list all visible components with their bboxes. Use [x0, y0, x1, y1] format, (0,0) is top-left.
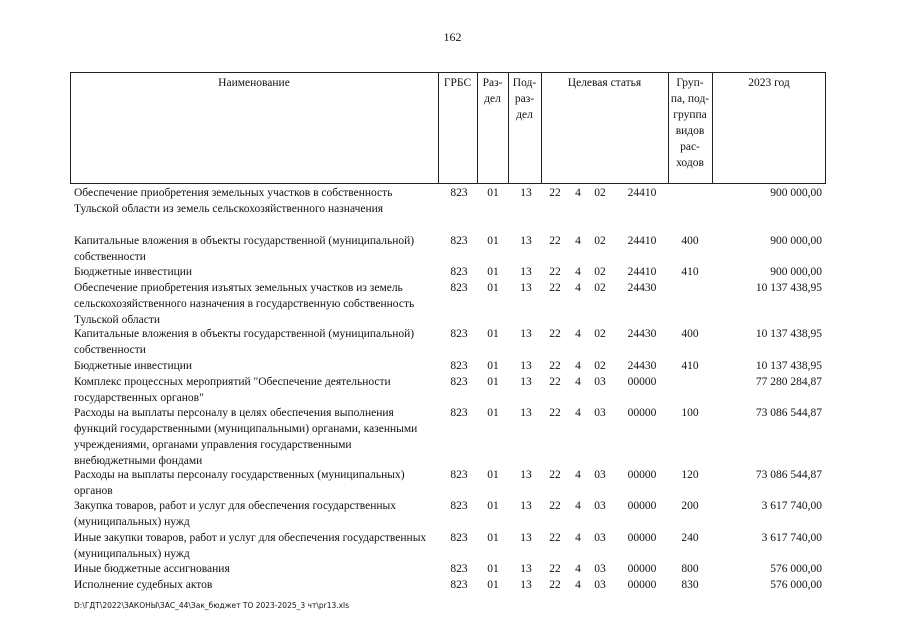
row-target-3: 02: [594, 235, 606, 247]
row-target-2: 4: [575, 360, 581, 372]
row-name: Иные бюджетные ассигнования: [74, 563, 230, 575]
row-target-4: 00000: [627, 407, 657, 419]
row-name: Бюджетные инвестиции: [74, 360, 193, 372]
row-name: Закупка товаров, работ и услуг для обеспечения государственных (муниципальных) нужд: [74, 500, 397, 528]
row-razdel: 01: [487, 360, 499, 372]
row-target-1: 22: [549, 328, 561, 340]
row-grbs: 823: [450, 532, 468, 544]
row-target-1: 22: [549, 376, 561, 388]
row-sum: 3 617 740,00: [761, 532, 822, 544]
row-sum: 77 280 284,87: [755, 376, 822, 388]
row-podrazdel: 13: [520, 360, 532, 372]
row-name: Комплекс процессных мероприятий "Обеспечение деятельности государственных органов": [74, 376, 391, 404]
row-name: Бюджетные инвестиции: [74, 266, 193, 278]
row-grbs: 823: [450, 563, 468, 575]
row-target-4: 24430: [627, 282, 657, 294]
row-sum: 73 086 544,87: [755, 407, 822, 419]
row-razdel: 01: [487, 282, 499, 294]
row-target-1: 22: [549, 407, 561, 419]
page-number: 162: [443, 30, 462, 44]
row-razdel: 01: [487, 187, 499, 199]
row-target-4: 24430: [627, 360, 657, 372]
row-group: 400: [681, 235, 699, 247]
header-podrazdel: Под- раз- дел: [512, 77, 537, 121]
row-sum: 900 000,00: [770, 266, 822, 278]
row-razdel: 01: [487, 532, 499, 544]
row-target-2: 4: [575, 579, 581, 591]
file-path-footer: D:\ГДТ\2022\ЗАКОНЫ\ЗАС_44\Зак_бюджет ТО 2023-2025_3 чт\pr13.xls: [74, 601, 350, 610]
row-podrazdel: 13: [520, 282, 532, 294]
row-name: Расходы на выплаты персоналу в целях обеспечения выполнения функций государственными (муниципальными) органами, казенными учреждениями, органами управления государственными внебюджетными фондами: [74, 407, 418, 467]
row-grbs: 823: [450, 579, 468, 591]
row-target-3: 03: [594, 532, 606, 544]
row-podrazdel: 13: [520, 563, 532, 575]
row-name: Исполнение судебных актов: [74, 579, 213, 591]
row-podrazdel: 13: [520, 532, 532, 544]
header-year: 2023 год: [748, 77, 790, 89]
row-group: 800: [681, 563, 699, 575]
row-podrazdel: 13: [520, 469, 532, 481]
row-target-3: 03: [594, 407, 606, 419]
row-target-4: 00000: [627, 579, 657, 591]
row-target-3: 02: [594, 187, 606, 199]
row-sum: 576 000,00: [770, 579, 822, 591]
row-target-3: 03: [594, 579, 606, 591]
row-target-1: 22: [549, 563, 561, 575]
row-target-1: 22: [549, 469, 561, 481]
row-sum: 10 137 438,95: [755, 282, 822, 294]
row-grbs: 823: [450, 376, 468, 388]
row-sum: 576 000,00: [770, 563, 822, 575]
row-name: Расходы на выплаты персоналу государственных (муниципальных) органов: [74, 469, 405, 497]
row-target-3: 03: [594, 563, 606, 575]
row-target-3: 02: [594, 360, 606, 372]
row-grbs: 823: [450, 266, 468, 278]
header-target: Целевая статья: [567, 77, 642, 89]
row-group: 830: [681, 579, 699, 591]
row-name: Обеспечение приобретения земельных участков в собственность Тульской области из земель сельскохозяйственного назначения: [74, 187, 393, 215]
row-target-2: 4: [575, 282, 581, 294]
row-target-4: 24410: [627, 266, 657, 278]
row-target-2: 4: [575, 563, 581, 575]
row-grbs: 823: [450, 500, 468, 512]
row-sum: 900 000,00: [770, 235, 822, 247]
row-podrazdel: 13: [520, 266, 532, 278]
row-target-4: 00000: [627, 563, 657, 575]
row-name: Капитальные вложения в объекты государственной (муниципальной) собственности: [74, 328, 415, 356]
row-target-3: 03: [594, 500, 606, 512]
row-podrazdel: 13: [520, 235, 532, 247]
header-group: Груп- па, под- группа видов рас- ходов: [670, 77, 710, 169]
row-group: 410: [681, 266, 699, 278]
row-target-2: 4: [575, 407, 581, 419]
row-group: 200: [681, 500, 699, 512]
row-podrazdel: 13: [520, 579, 532, 591]
row-podrazdel: 13: [520, 407, 532, 419]
row-target-2: 4: [575, 235, 581, 247]
header-razdel: Раз- дел: [482, 77, 503, 105]
row-target-4: 00000: [627, 376, 657, 388]
row-sum: 10 137 438,95: [755, 328, 822, 340]
row-group: 400: [681, 328, 699, 340]
row-razdel: 01: [487, 407, 499, 419]
row-podrazdel: 13: [520, 500, 532, 512]
row-target-2: 4: [575, 532, 581, 544]
row-grbs: 823: [450, 235, 468, 247]
row-target-3: 02: [594, 266, 606, 278]
row-target-1: 22: [549, 266, 561, 278]
row-target-1: 22: [549, 187, 561, 199]
row-target-2: 4: [575, 376, 581, 388]
row-grbs: 823: [450, 407, 468, 419]
row-name: Обеспечение приобретения изъятых земельных участков из земель сельскохозяйственного назначения в государственную собственность Тульской области: [74, 282, 415, 326]
row-sum: 900 000,00: [770, 187, 822, 199]
row-target-2: 4: [575, 500, 581, 512]
row-podrazdel: 13: [520, 328, 532, 340]
row-name: Капитальные вложения в объекты государственной (муниципальной) собственности: [74, 235, 415, 263]
row-grbs: 823: [450, 328, 468, 340]
row-group: 100: [681, 407, 699, 419]
row-target-3: 03: [594, 376, 606, 388]
row-target-4: 24410: [627, 187, 657, 199]
row-target-3: 02: [594, 328, 606, 340]
row-razdel: 01: [487, 376, 499, 388]
row-target-4: 24430: [627, 328, 657, 340]
row-razdel: 01: [487, 266, 499, 278]
row-target-3: 03: [594, 469, 606, 481]
row-target-1: 22: [549, 579, 561, 591]
row-target-1: 22: [549, 235, 561, 247]
row-target-3: 02: [594, 282, 606, 294]
row-target-1: 22: [549, 500, 561, 512]
row-razdel: 01: [487, 235, 499, 247]
row-target-4: 00000: [627, 469, 657, 481]
row-razdel: 01: [487, 328, 499, 340]
row-grbs: 823: [450, 360, 468, 372]
row-group: 410: [681, 360, 699, 372]
row-razdel: 01: [487, 469, 499, 481]
row-grbs: 823: [450, 469, 468, 481]
row-sum: 10 137 438,95: [755, 360, 822, 372]
row-podrazdel: 13: [520, 187, 532, 199]
row-target-4: 00000: [627, 500, 657, 512]
row-sum: 3 617 740,00: [761, 500, 822, 512]
row-target-2: 4: [575, 266, 581, 278]
row-grbs: 823: [450, 187, 468, 199]
row-razdel: 01: [487, 500, 499, 512]
row-podrazdel: 13: [520, 376, 532, 388]
row-razdel: 01: [487, 563, 499, 575]
row-sum: 73 086 544,87: [755, 469, 822, 481]
row-name: Иные закупки товаров, работ и услуг для обеспечения государственных (муниципальных) нужд: [74, 532, 427, 560]
row-group: 240: [681, 532, 699, 544]
row-target-2: 4: [575, 328, 581, 340]
row-target-1: 22: [549, 360, 561, 372]
row-target-2: 4: [575, 469, 581, 481]
header-grbs: ГРБС: [443, 77, 472, 89]
row-group: 120: [681, 469, 699, 481]
row-razdel: 01: [487, 579, 499, 591]
row-grbs: 823: [450, 282, 468, 294]
row-target-2: 4: [575, 187, 581, 199]
row-target-4: 00000: [627, 532, 657, 544]
row-target-1: 22: [549, 532, 561, 544]
row-target-4: 24410: [627, 235, 657, 247]
header-name: Наименование: [218, 77, 290, 89]
row-target-1: 22: [549, 282, 561, 294]
